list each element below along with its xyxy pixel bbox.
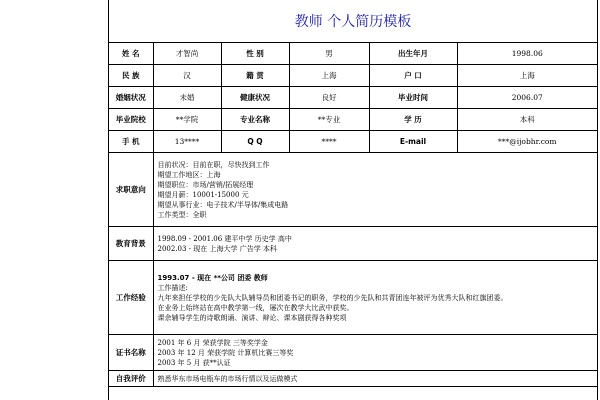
- info-label: 婚姻状况: [109, 87, 153, 109]
- info-label: 手 机: [109, 131, 153, 153]
- self-eval-row: [109, 371, 597, 387]
- info-value: 本科: [457, 109, 597, 131]
- info-value: **专业: [289, 109, 369, 131]
- info-value: ****: [289, 131, 369, 153]
- education-row: [109, 227, 597, 261]
- info-label: 毕业院校: [109, 109, 153, 131]
- work-line: 九年来担任学校的少先队大队辅导员和团委书记的职务，学校的少先队和共青团连年被评为优秀大队和红旗团委。: [157, 293, 508, 302]
- certificates-content: [153, 335, 597, 371]
- work-header: 1993.07 - 现在 **公司 团委 教师: [157, 273, 268, 282]
- info-value: 上海: [457, 65, 597, 87]
- job-intention-line: 期望职位：市场/营销/拓展经理: [157, 180, 254, 189]
- education-line: 1998.09 - 2001.06 建平中学 历史学 高中: [157, 234, 292, 243]
- page-title: 教师 个人简历模板: [109, 0, 597, 43]
- info-value: 未婚: [153, 87, 221, 109]
- work-desc-title: 工作描述:: [157, 283, 188, 292]
- info-value: ***@ijobhr.com: [457, 131, 597, 153]
- info-value: 2006.07: [457, 87, 597, 109]
- info-row: [109, 87, 597, 109]
- info-label: E-mail: [369, 131, 457, 153]
- info-label: 性 别: [221, 43, 289, 65]
- certificate-line: 2003 年 12 月 荣获学院 计算机比赛三等奖: [157, 348, 294, 357]
- work-line: 课余辅导学生的诗歌朗诵、演讲、辩论、课本剧获得各种奖项: [157, 313, 347, 322]
- job-intention-row: [109, 153, 597, 227]
- info-value: 汉: [153, 65, 221, 87]
- self-eval-content: 熟悉华东市场电瓶车的市场行情以及运做模式: [153, 371, 597, 387]
- info-label: 学 历: [369, 109, 457, 131]
- job-intention-line: 目前状况：目前在职，尽快找到工作: [157, 160, 270, 169]
- education-line: 2002.03 - 现在 上海大学 广告学 本科: [157, 244, 277, 253]
- info-label: 籍 贯: [221, 65, 289, 87]
- job-intention-label: 求职意向: [109, 153, 153, 227]
- info-label: 毕业时间: [369, 87, 457, 109]
- certificate-line: 2003 年 5 月 获**认证: [157, 358, 231, 367]
- job-intention-line: 工作类型：全职: [157, 210, 207, 219]
- education-content: [153, 227, 597, 261]
- resume-sheet: [108, 0, 598, 400]
- info-label: 出生年月: [369, 43, 457, 65]
- certificate-line: 2001 年 6 月 荣获学院 三等奖学金: [157, 338, 268, 347]
- self-eval-label: 自我评价: [109, 371, 153, 387]
- info-value: 1998.06: [457, 43, 597, 65]
- info-label: 姓 名: [109, 43, 153, 65]
- resume-table: [109, 42, 597, 387]
- info-value: **学院: [153, 109, 221, 131]
- job-intention-line: 期望工作地区：上海: [157, 170, 221, 179]
- certificates-row: [109, 335, 597, 371]
- job-intention-line: 期望从事行业：电子技术/半导体/集成电路: [157, 200, 289, 209]
- job-intention-line: 期望月薪：10001-15000 元: [157, 190, 249, 199]
- work-content: [153, 261, 597, 335]
- info-value: 13****: [153, 131, 221, 153]
- info-value: 上海: [289, 65, 369, 87]
- info-label: Q Q: [221, 131, 289, 153]
- certificates-label: 证书名称: [109, 335, 153, 371]
- work-row: [109, 261, 597, 335]
- info-value: 男: [289, 43, 369, 65]
- education-label: 教育背景: [109, 227, 153, 261]
- info-row: [109, 65, 597, 87]
- job-intention-content: [153, 153, 597, 227]
- info-label: 专业名称: [221, 109, 289, 131]
- info-label: 民 族: [109, 65, 153, 87]
- info-label: 户 口: [369, 65, 457, 87]
- info-row: [109, 43, 597, 65]
- work-line: 在业务上始终站在高中教学第一线，屡次在教学大比武中获奖。: [157, 303, 354, 312]
- info-label: 健康状况: [221, 87, 289, 109]
- work-label: 工作经验: [109, 261, 153, 335]
- info-row: [109, 109, 597, 131]
- info-value: 才智尚: [153, 43, 221, 65]
- info-value: 良好: [289, 87, 369, 109]
- info-row: [109, 131, 597, 153]
